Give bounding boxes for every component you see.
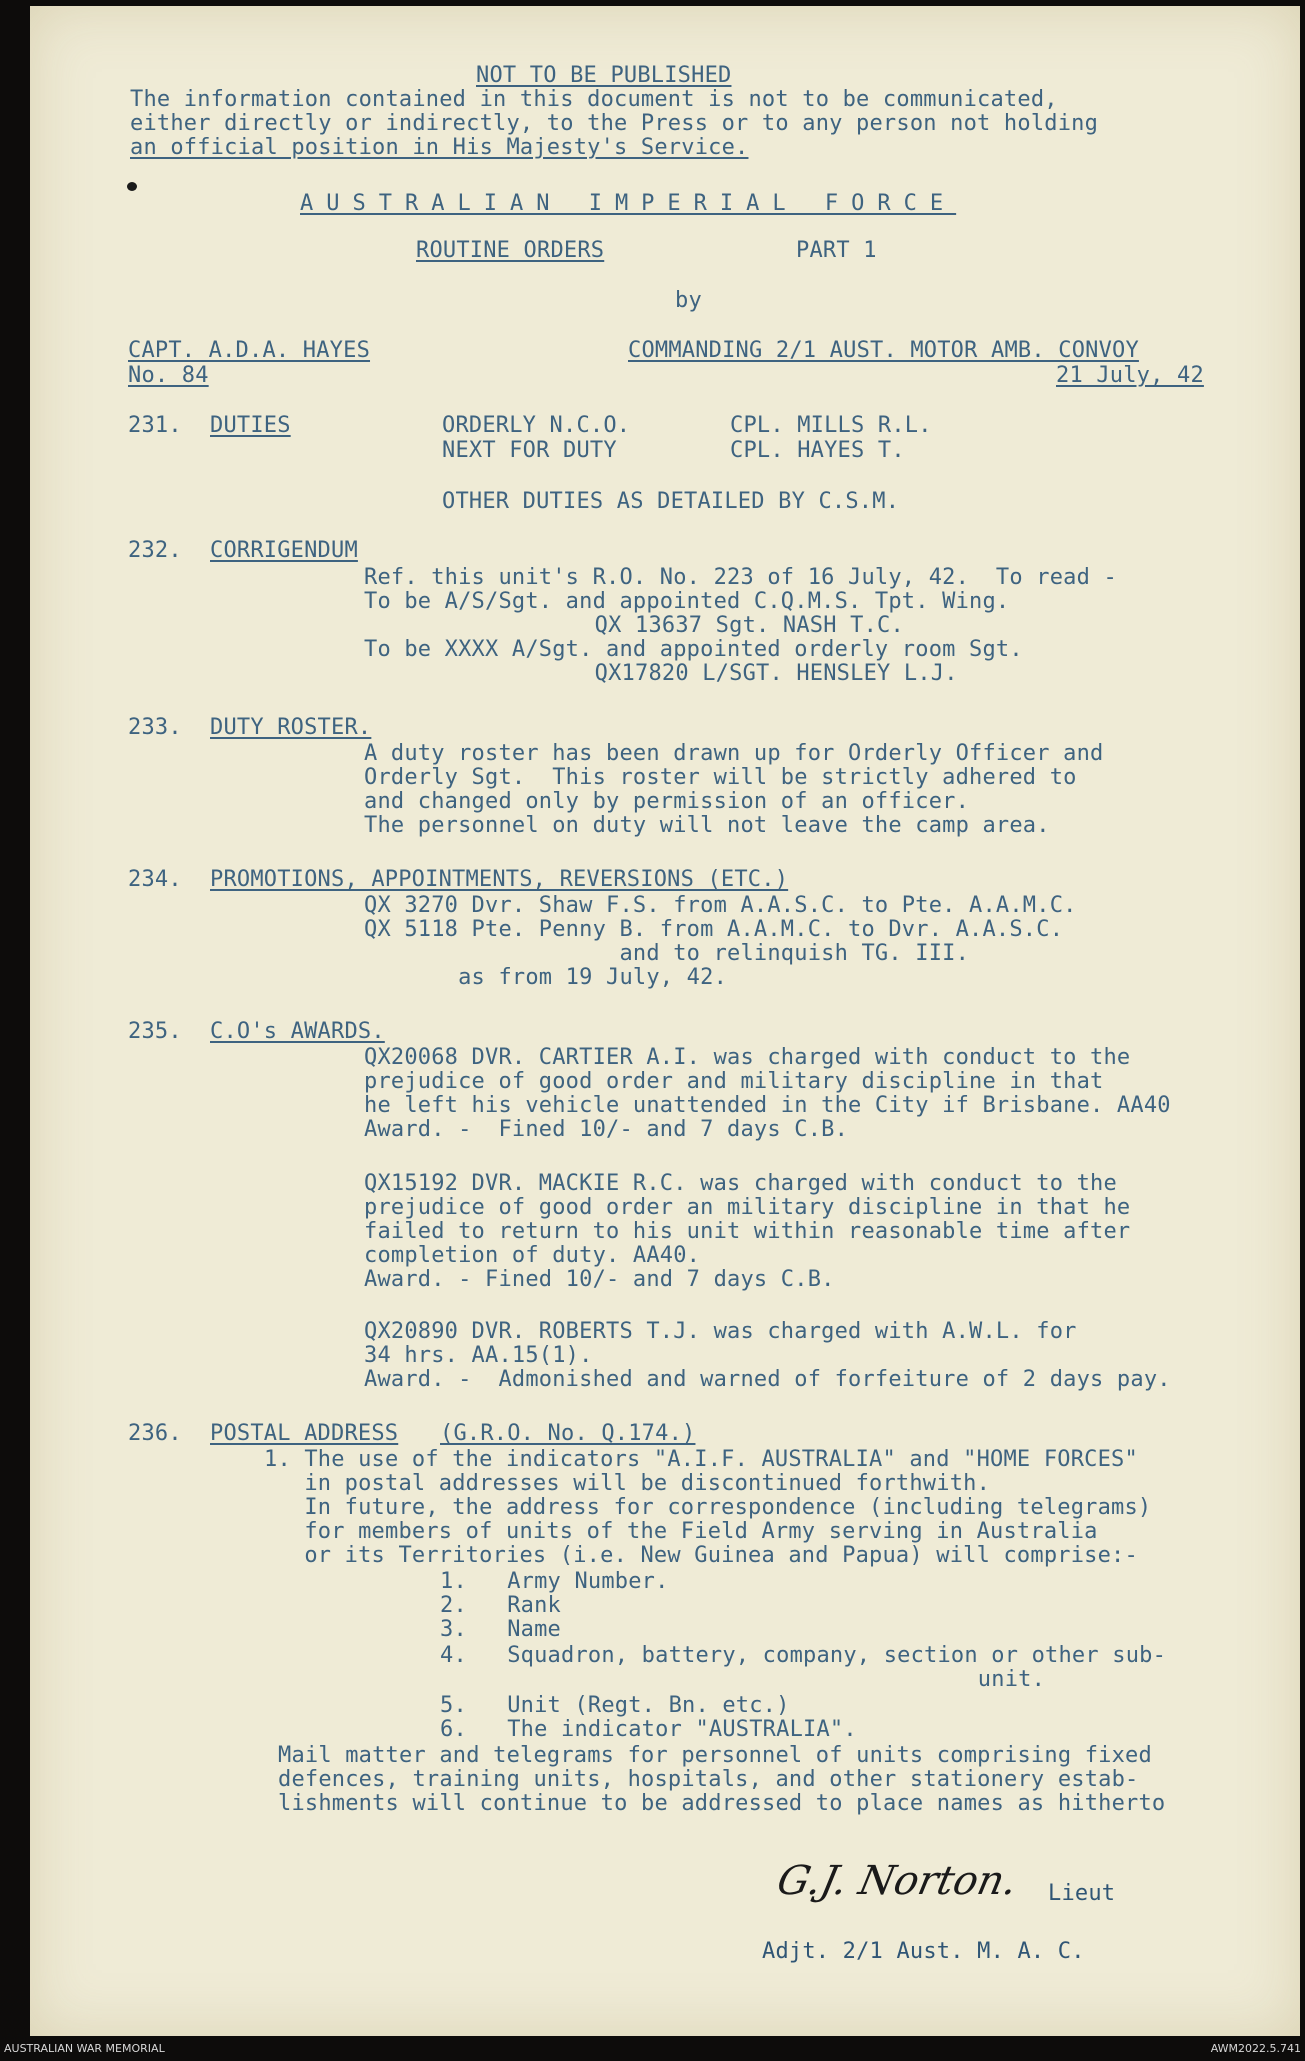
award-case-line: Award. - Admonished and warned of forfeiture of 2 days pay. — [364, 1367, 1171, 1392]
item-232-line: Ref. this unit's R.O. No. 223 of 16 July, 42. To read - — [364, 565, 1117, 590]
award-case-line: QX20890 DVR. ROBERTS T.J. was charged with A.W.L. for — [364, 1319, 1077, 1344]
orderly-nco-name: CPL. MILLS R.L. — [730, 413, 932, 438]
address-list-item: 4. Squadron, battery, company, section or other sub- — [440, 1643, 1167, 1668]
item-231-heading: DUTIES — [210, 413, 291, 438]
footer-accession-number: AWM2022.5.741 — [1210, 2042, 1301, 2055]
item-234-line: QX 5118 Pte. Penny B. from A.A.M.C. to Dvr. A.A.S.C. — [364, 917, 1064, 942]
address-list-item: 3. Name — [440, 1617, 562, 1642]
postal-intro-line: In future, the address for correspondence (including telegrams) — [264, 1495, 1152, 1520]
award-case-line: Award. - Fined 10/- and 7 days C.B. — [364, 1267, 835, 1292]
postal-closing-line: lishments will continue to be addressed to place names as hitherto — [278, 1791, 1166, 1816]
postal-intro-line: for members of units of the Field Army serving in Australia — [264, 1519, 1098, 1544]
item-234-line: and to relinquish TG. III. — [364, 941, 970, 966]
item-236-heading: POSTAL ADDRESS — [210, 1421, 399, 1446]
address-list-item: unit. — [440, 1667, 1046, 1692]
award-case-line: QX15192 DVR. MACKIE R.C. was charged with conduct to the — [364, 1171, 1117, 1196]
item-232-line: QX 13637 Sgt. NASH T.C. — [514, 613, 904, 638]
handwritten-signature: G.J. Norton. — [773, 1858, 1022, 1904]
address-list-item: 1. Army Number. — [440, 1569, 669, 1594]
award-case-line: 34 hrs. AA.15(1). — [364, 1343, 593, 1368]
item-232-heading: CORRIGENDUM — [210, 538, 358, 563]
award-case-line: QX20068 DVR. CARTIER A.I. was charged with conduct to the — [364, 1045, 1131, 1070]
item-235-number: 235. — [128, 1019, 182, 1044]
item-236-reference: (G.R.O. No. Q.174.) — [440, 1421, 696, 1446]
command-title: COMMANDING 2/1 AUST. MOTOR AMB. CONVOY — [628, 338, 1139, 363]
postal-intro-line: in postal addresses will be discontinued forthwith. — [264, 1471, 991, 1496]
signature-title: Adjt. 2/1 Aust. M. A. C. — [762, 1939, 1085, 1964]
by-label: by — [675, 288, 702, 313]
item-234-heading: PROMOTIONS, APPOINTMENTS, REVERSIONS (ETC.) — [210, 867, 789, 892]
award-case-line: failed to return to his unit within reasonable time after — [364, 1219, 1131, 1244]
orderly-nco-label: ORDERLY N.C.O. — [442, 413, 631, 438]
item-233-line: and changed only by permission of an officer. — [364, 789, 970, 814]
postal-intro-line: or its Territories (i.e. New Guinea and Papua) will comprise:- — [264, 1543, 1138, 1568]
next-for-duty-name: CPL. HAYES T. — [730, 438, 905, 463]
postal-closing-line: Mail matter and telegrams for personnel of units comprising fixed — [278, 1743, 1152, 1768]
address-list-item: 5. Unit (Regt. Bn. etc.) — [440, 1693, 790, 1718]
next-for-duty-label: NEXT FOR DUTY — [442, 438, 617, 463]
item-234-line: as from 19 July, 42. — [364, 965, 728, 990]
notice-line-3: an official position in His Majesty's Service. — [130, 135, 749, 160]
item-232-number: 232. — [128, 538, 182, 563]
item-231-number: 231. — [128, 413, 182, 438]
item-233-number: 233. — [128, 715, 182, 740]
other-duties-note: OTHER DUTIES AS DETAILED BY C.S.M. — [442, 489, 900, 514]
officer-name: CAPT. A.D.A. HAYES — [128, 338, 371, 363]
item-232-line: QX17820 L/SGT. HENSLEY L.J. — [514, 661, 958, 686]
award-case-line: he left his vehicle unattended in the City if Brisbane. AA40 — [364, 1093, 1171, 1118]
award-case-line: Award. - Fined 10/- and 7 days C.B. — [364, 1117, 849, 1142]
routine-orders-label: ROUTINE ORDERS — [416, 238, 605, 263]
document-page — [30, 6, 1300, 2036]
part-label: PART 1 — [796, 238, 877, 263]
item-233-line: The personnel on duty will not leave the camp area. — [364, 813, 1050, 838]
item-233-line: Orderly Sgt. This roster will be strictly adhered to — [364, 765, 1077, 790]
item-234-number: 234. — [128, 867, 182, 892]
item-232-line: To be XXXX A/Sgt. and appointed orderly room Sgt. — [364, 637, 1023, 662]
order-date: 21 July, 42 — [1056, 363, 1204, 388]
item-236-number: 236. — [128, 1421, 182, 1446]
item-234-line: QX 3270 Dvr. Shaw F.S. from A.A.S.C. to Pte. A.A.M.C. — [364, 893, 1077, 918]
ink-blot — [127, 182, 137, 191]
item-233-heading: DUTY ROSTER. — [210, 715, 372, 740]
address-list-item: 6. The indicator "AUSTRALIA". — [440, 1717, 857, 1742]
postal-closing-line: defences, training units, hospitals, and other stationery estab- — [278, 1767, 1139, 1792]
item-232-line: To be A/S/Sgt. and appointed C.Q.M.S. Tpt. Wing. — [364, 589, 1010, 614]
award-case-line: completion of duty. AA40. — [364, 1243, 701, 1268]
award-case-line: prejudice of good order and military discipline in that — [364, 1069, 1104, 1094]
notice-line-1: The information contained in this document is not to be communicated, — [130, 87, 1058, 112]
item-235-heading: C.O's AWARDS. — [210, 1019, 385, 1044]
notice-line-2: either directly or indirectly, to the Press or to any person not holding — [130, 111, 1099, 136]
document-title: AUSTRALIAN IMPERIAL FORCE — [300, 191, 957, 216]
signature-rank: Lieut — [1048, 1881, 1116, 1906]
award-case-line: prejudice of good order an military discipline in that he — [364, 1195, 1131, 1220]
footer-credit: AUSTRALIAN WAR MEMORIAL — [4, 2042, 165, 2055]
postal-intro-line: 1. The use of the indicators "A.I.F. AUSTRALIA" and "HOME FORCES" — [264, 1447, 1138, 1472]
restriction-heading: NOT TO BE PUBLISHED — [476, 63, 732, 88]
item-233-line: A duty roster has been drawn up for Orderly Officer and — [364, 741, 1104, 766]
order-number: No. 84 — [128, 363, 209, 388]
address-list-item: 2. Rank — [440, 1593, 562, 1618]
